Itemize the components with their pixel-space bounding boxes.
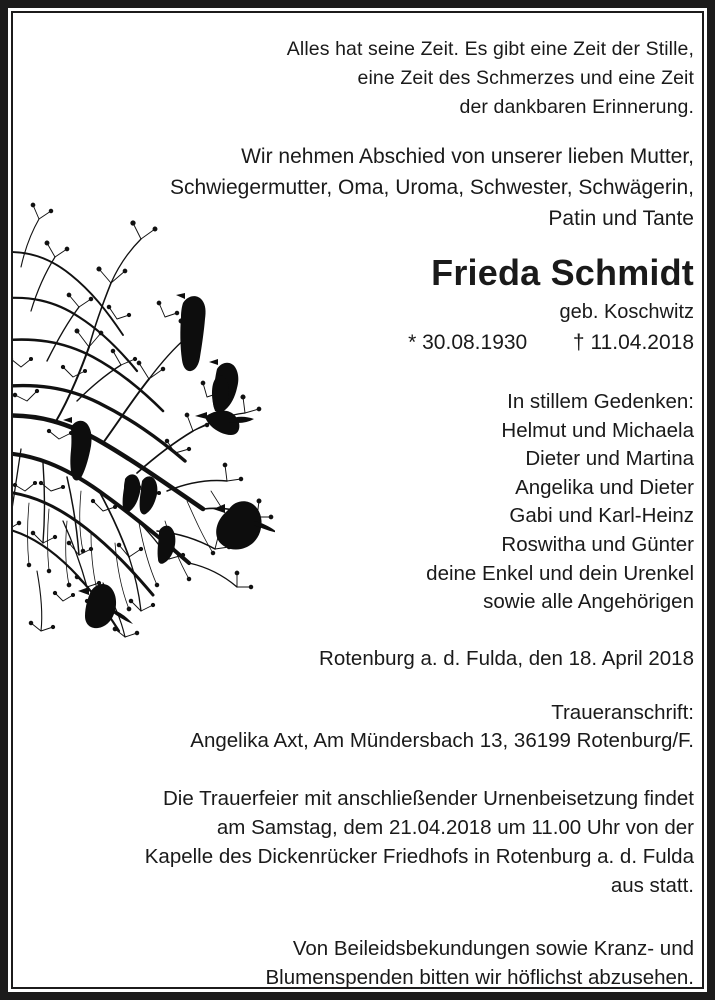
birth-symbol: * bbox=[408, 331, 417, 354]
notice-page bbox=[13, 13, 702, 987]
service-line-1: Die Trauerfeier mit anschließender Urnenbeisetzung findet bbox=[163, 786, 694, 810]
service-line-3: Kapelle des Dickenrücker Friedhofs in Rotenburg a. d. Fulda bbox=[144, 844, 694, 868]
death-date: 11.04.2018 bbox=[590, 331, 694, 354]
closing-line-2: Blumenspenden bitten wir höflichst abzusehen. bbox=[265, 965, 694, 987]
mourners-heading: In stillem Gedenken: bbox=[507, 390, 694, 413]
intro-line-3: Patin und Tante bbox=[548, 207, 694, 230]
frame-inner-rule bbox=[11, 11, 704, 989]
birth-date: 30.08.1930 bbox=[422, 331, 528, 354]
mourner-1: Helmut und Michaela bbox=[501, 418, 694, 442]
poem-line-3: der dankbaren Erinnerung. bbox=[459, 96, 694, 118]
poem-block bbox=[13, 13, 694, 122]
frame-white-gap bbox=[8, 8, 707, 992]
poem-line-1: Alles hat seine Zeit. Es gibt eine Zeit der Stille, bbox=[286, 38, 694, 60]
mourning-address-line: Angelika Axt, Am Mündersbach 13, 36199 Rotenburg/F. bbox=[190, 728, 694, 752]
mourner-4: Gabi und Karl-Heinz bbox=[509, 504, 694, 528]
deceased-maiden-name: geb. Koschwitz bbox=[559, 301, 694, 323]
service-line-2: am Samstag, dem 21.04.2018 um 11.00 Uhr von der bbox=[216, 815, 694, 839]
place-and-date: Rotenburg a. d. Fulda, den 18. April 2018 bbox=[319, 646, 694, 670]
mourners-block bbox=[13, 358, 694, 617]
death-symbol: † bbox=[572, 331, 585, 354]
closing-request-block bbox=[13, 900, 694, 987]
intro-line-1: Wir nehmen Abschied von unserer lieben Mutter, bbox=[241, 145, 694, 168]
mourning-address-heading: Traueranschrift: bbox=[551, 700, 694, 724]
mourner-3: Angelika und Dieter bbox=[515, 475, 694, 499]
intro-line-2: Schwiegermutter, Oma, Uroma, Schwester, Schwägerin, bbox=[169, 176, 694, 199]
mourner-2: Dieter und Martina bbox=[525, 447, 694, 471]
service-details-block bbox=[13, 755, 694, 900]
mourner-5: Roswitha und Günter bbox=[501, 532, 694, 556]
notice-text-column bbox=[13, 13, 694, 987]
poem-line-2: eine Zeit des Schmerzes und eine Zeit bbox=[357, 67, 694, 89]
life-dates bbox=[13, 326, 694, 358]
closing-line-1: Von Beileidsbekundungen sowie Kranz- und bbox=[292, 936, 694, 960]
service-line-4: aus statt. bbox=[610, 873, 694, 897]
intro-block bbox=[13, 122, 694, 234]
mourner-7: sowie alle Angehörigen bbox=[483, 590, 694, 614]
deceased-name: Frieda Schmidt bbox=[431, 252, 694, 293]
mourner-6: deine Enkel und dein Urenkel bbox=[426, 561, 694, 585]
